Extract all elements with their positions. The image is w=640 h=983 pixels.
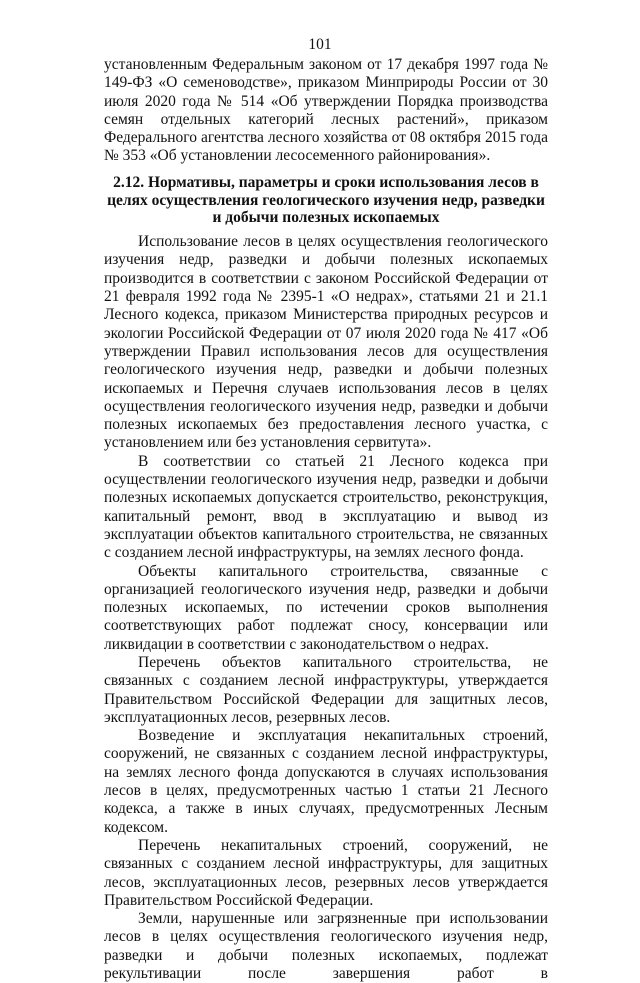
paragraph-capital-objects-list: Перечень объектов капитального строительства, не связанных с созданием лесной инфраструктуры, утверждается Правительством Российской Федерации для защитных лесов, эксплуатационных лесов, резервных лесов. — [104, 654, 548, 726]
document-body — [104, 56, 548, 983]
intro-paragraph: установленным Федеральным законом от 17 декабря 1997 года № 149-ФЗ «О семеноводстве», приказом Минприроды России от 30 июля 2020 года № 514 «Об утверждении Порядка производства семян отдельных категорий лесных растений», приказом Федерального агентства лесного хозяйства от 08 октября 2015 года № 353 «Об установлении лесосеменного районирования». — [104, 56, 548, 165]
section-heading: 2.12. Нормативы, параметры и сроки использования лесов в целях осуществления геологического изучения недр, разведки и добычи полезных ископаемых — [107, 173, 545, 227]
paragraph-objects-demolition: Объекты капитального строительства, связанные с организацией геологического изучения недр, разведки и добычи полезных ископаемых, по истечении сроков выполнения соответствующих работ подлежат сносу, консервации или ликвидации в соответствии с законодательством о недрах. — [104, 562, 548, 653]
paragraph-noncapital-list: Перечень некапитальных строений, сооружений, не связанных с созданием лесной инфраструктуры, для защитных лесов, эксплуатационных лесов, резервных лесов утверждается Правительством Российской Федерации. — [104, 836, 548, 909]
paragraph-land-recultivation: Земли, нарушенные или загрязненные при использовании лесов в целях осуществления геологического изучения недр, разведки и добычи полезных ископаемых, подлежат рекультивации после завершения работ в — [104, 910, 548, 983]
paragraph-usage-legal-basis: Использование лесов в целях осуществления геологического изучения недр, разведки и добычи полезных ископаемых производится в соответствии с законом Российской Федерации от 21 февраля 1992 года № 2395-1 «О недрах», статьями 21 и 21.1 Лесного кодекса, приказом Министерства природных ресурсов и экологии Российской Федерации от 07 июля 2020 года № 417 «Об утверждении Правил использования лесов для осуществления геологического изучения недр, разведки и добычи полезных ископаемых и Перечня случаев использования лесов в целях осуществления геологического изучения недр, разведки и добычи полезных ископаемых без предоставления лесного участка, с установлением или без установления сервитута». — [104, 233, 548, 452]
paragraph-noncapital-structures: Возведение и эксплуатация некапитальных строений, сооружений, не связанных с созданием лесной инфраструктуры, на землях лесного фонда допускаются в случаях использования лесов в целях, предусмотренных частью 1 статьи 21 Лесного кодекса, а также в иных случаях, предусмотренных Лесным кодексом. — [104, 727, 548, 836]
page-number: 101 — [308, 36, 332, 53]
paragraph-article-21-construction: В соответствии со статьей 21 Лесного кодекса при осуществлении геологического изучения недр, разведки и добычи полезных ископаемых допускается строительство, реконструкция, капитальный ремонт, ввод в эксплуатацию и вывод из эксплуатации объектов капитального строительства, не связанных с созданием лесной инфраструктуры, на землях лесного фонда. — [104, 452, 548, 562]
